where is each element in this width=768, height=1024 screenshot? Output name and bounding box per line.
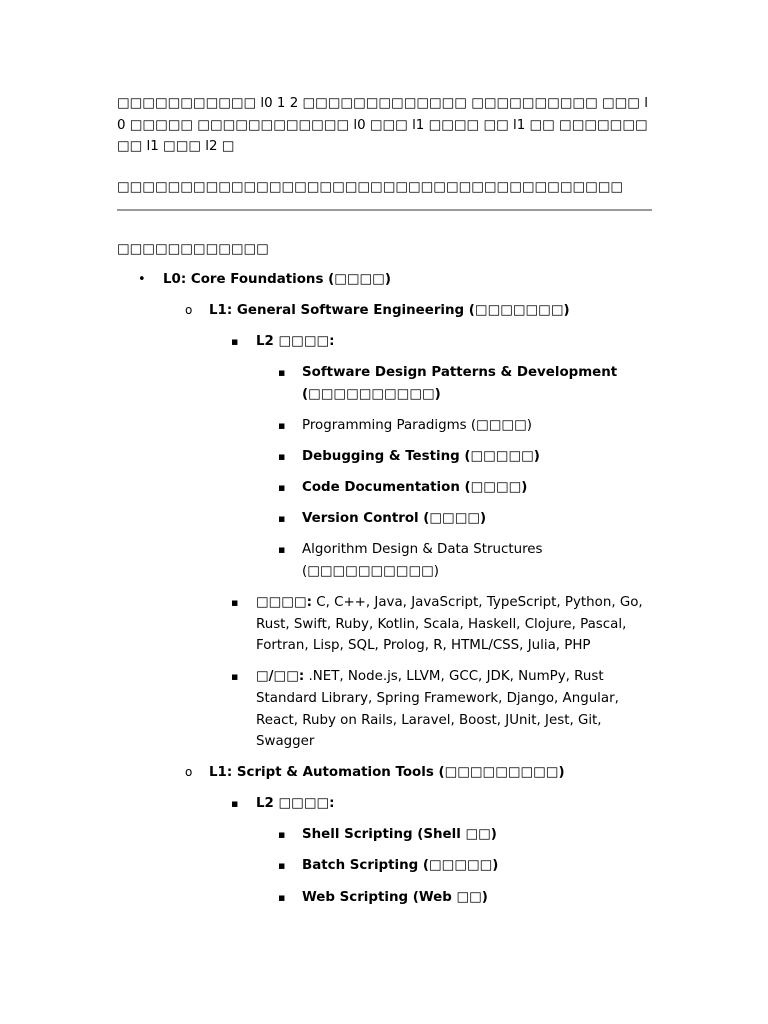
bullet-square-icon: ▪: [278, 828, 286, 842]
bullet-square-icon: ▪: [278, 366, 286, 380]
l2-subfields-item: [117, 793, 653, 908]
subfield-item: [117, 887, 653, 909]
subfield-text: Web Scripting (Web □□): [302, 889, 488, 905]
bullet-square-icon: ▪: [231, 335, 239, 349]
l1-title: L1: Script & Automation Tools (□□□□□□□□□): [209, 765, 565, 781]
bullet-square-icon: ▪: [278, 543, 286, 557]
taxonomy-outline: [117, 269, 653, 918]
bullet-square-icon: ▪: [278, 418, 286, 432]
bullet-square-icon: ▪: [278, 450, 286, 464]
subfield-item: [117, 446, 653, 468]
subfield-item: [117, 415, 653, 437]
bullet-circle-icon: o: [185, 765, 193, 780]
subfield-item: [117, 362, 653, 405]
languages-item: [117, 592, 653, 657]
l2-label: L2 □□□□:: [256, 334, 335, 350]
section-subtitle: □□□□□□□□□□□□□□□□□□□□□□□□□□□□□□□□□□□□□□□□: [117, 180, 624, 195]
bullet-disc-icon: •: [138, 272, 146, 287]
l2-label: L2 □□□□:: [256, 796, 335, 812]
l1-title: L1: General Software Engineering (□□□□□□□): [209, 303, 570, 319]
subfield-text: Batch Scripting (□□□□□): [302, 858, 499, 874]
subfield-item: [117, 824, 653, 846]
l2-subfields-item: [117, 331, 653, 582]
outline-heading: □□□□□□□□□□□□: [117, 242, 269, 257]
bullet-square-icon: ▪: [278, 859, 286, 873]
l0-item: [117, 269, 653, 908]
intro-paragraph: □□□□□□□□□□□ l0 1 2 □□□□□□□□□□□□□ □□□□□□□□□□ □□□ l0 □□□□□ □□□□□□□□□□□□ l0 □□□ l1 □□□□ □□ l1 □□ □□□□□□□□□ l1 □□□ l2 □: [117, 96, 648, 154]
l1-item-script-automation-tools: [117, 762, 653, 908]
subfield-item: [117, 539, 653, 582]
bullet-square-icon: ▪: [278, 890, 286, 904]
bullet-square-icon: ▪: [231, 670, 239, 684]
bullet-square-icon: ▪: [278, 481, 286, 495]
libraries-label: □/□□:: [256, 669, 305, 685]
bullet-square-icon: ▪: [231, 596, 239, 610]
libraries-item: [117, 666, 653, 752]
subfield-text: Shell Scripting (Shell □□): [302, 827, 497, 843]
subfield-item: [117, 508, 653, 530]
l1-item-general-software-engineering: [117, 300, 653, 753]
l0-title: L0: Core Foundations (□□□□): [163, 272, 391, 287]
libraries-list: .NET, Node.js, LLVM, GCC, JDK, NumPy, Rust Standard Library, Spring Framework, Django, Angular, React, Ruby on Rails, Laravel, Boost, JUnit, Jest, Git, Swagger: [256, 669, 619, 750]
languages-list: C, C++, Java, JavaScript, TypeScript, Python, Go, Rust, Swift, Ruby, Kotlin, Scala, Haskell, Clojure, Pascal, Fortran, Lisp, SQL, Prolog, R, HTML/CSS, Julia, PHP: [256, 595, 643, 654]
languages-label: □□□□:: [256, 595, 312, 611]
subfield-text: Software Design Patterns & Development (□□□□□□□□□□): [302, 365, 618, 402]
bullet-square-icon: ▪: [231, 797, 239, 811]
horizontal-rule: [117, 209, 652, 211]
bullet-circle-icon: o: [185, 303, 193, 318]
subfield-text: Code Documentation (□□□□): [302, 480, 528, 496]
subfield-item: [117, 855, 653, 877]
subfield-text: Algorithm Design & Data Structures (□□□□□□□□□□): [302, 542, 543, 579]
subfield-text: Debugging & Testing (□□□□□): [302, 449, 540, 465]
subfield-text: Programming Paradigms (□□□□): [302, 417, 532, 433]
bullet-square-icon: ▪: [278, 512, 286, 526]
subfield-item: [117, 477, 653, 499]
subfield-text: Version Control (□□□□): [302, 511, 487, 527]
